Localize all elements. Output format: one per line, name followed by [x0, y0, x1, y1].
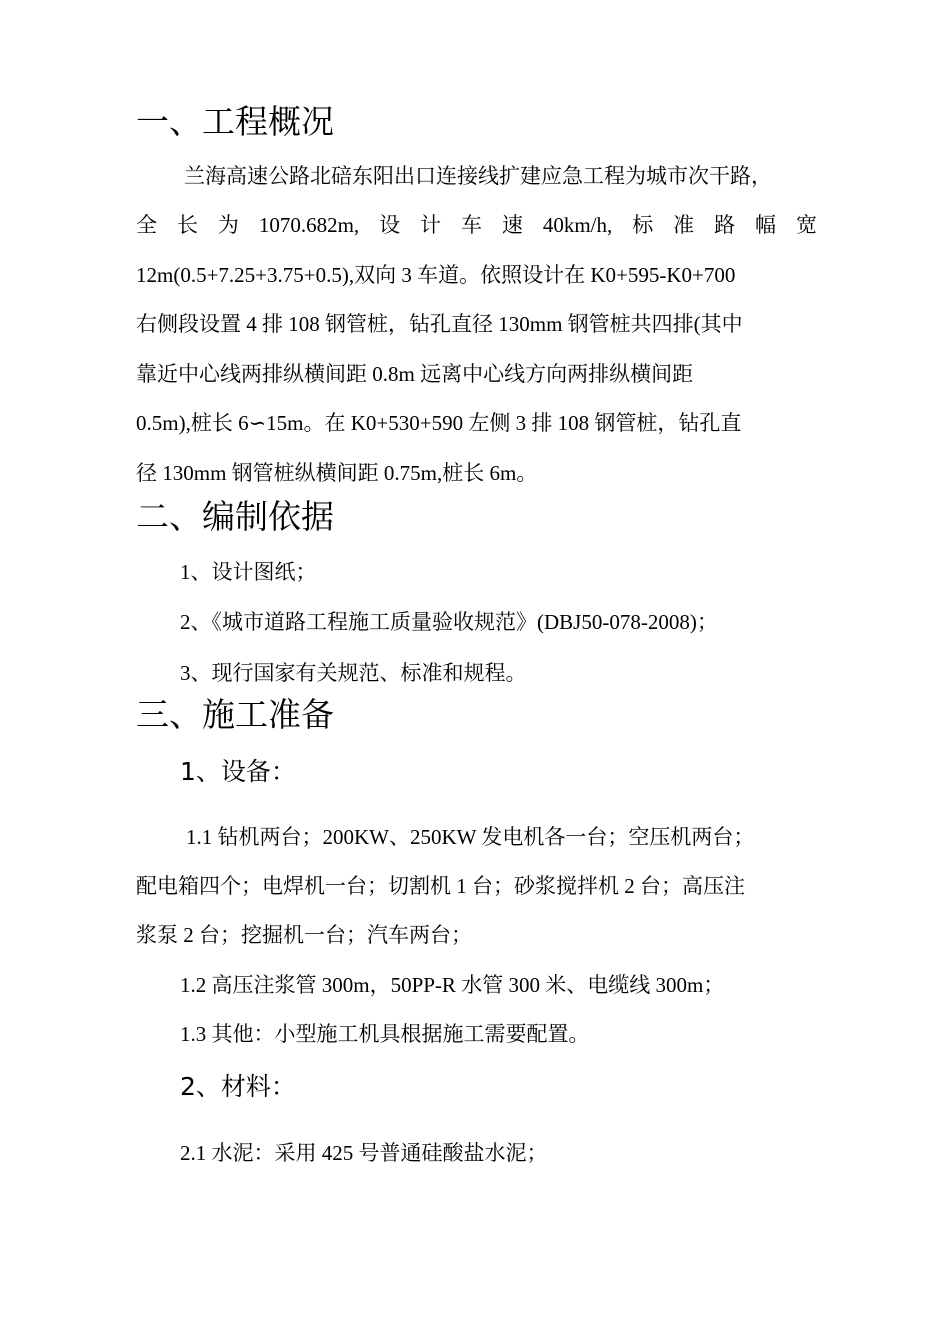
spread-word: 计: [420, 213, 442, 237]
spread-word: 1070.682m,: [258, 213, 360, 237]
paragraph-line: 径 130mm 钢管桩纵横间距 0.75m,桩长 6m。: [136, 461, 538, 485]
spread-word: 标: [632, 213, 654, 237]
spread-word: 长: [176, 213, 198, 237]
spread-word: 全: [136, 213, 157, 237]
paragraph-line: 右侧段设置 4 排 108 钢管桩，钻孔直径 130mm 钢管桩共四排(其中: [136, 312, 743, 336]
list-item: 2、《城市道路工程施工质量验收规范》(DBJ50-078-2008)；: [180, 610, 718, 634]
paragraph-line: 1.2 高压注浆管 300m，50PP-R 水管 300 米、电缆线 300m；: [180, 973, 725, 997]
spread-word: 车: [460, 213, 482, 237]
paragraph-line: 靠近中心线两排纵横间距 0.8m 远离中心线方向两排纵横间距: [136, 362, 694, 386]
paragraph-line: 2.1 水泥：采用 425 号普通硅酸盐水泥；: [180, 1141, 548, 1165]
subsection-heading-materials: 2、材料：: [180, 1072, 296, 1101]
spread-word: 准: [673, 213, 695, 237]
paragraph-line: 配电箱四个；电焊机一台；切割机 1 台；砂浆搅拌机 2 台；高压注: [136, 874, 745, 898]
spread-word: 为: [217, 213, 239, 237]
spread-word: 设: [379, 213, 401, 237]
section-heading-overview: 一、工程概况: [136, 102, 334, 141]
section-heading-preparation: 三、施工准备: [136, 695, 334, 734]
spread-word: 幅: [755, 213, 777, 237]
list-item: 3、现行国家有关规范、标准和规程。: [180, 661, 527, 685]
section-heading-basis: 二、编制依据: [136, 497, 334, 536]
paragraph-line: 1.3 其他：小型施工机具根据施工需要配置。: [180, 1022, 590, 1046]
paragraph-line: 浆泵 2 台；挖掘机一台；汽车两台；: [136, 923, 472, 947]
spread-word: 40km/h,: [542, 213, 613, 237]
subsection-heading-equipment: 1、设备：: [180, 757, 296, 786]
paragraph-line: 1.1 钻机两台；200KW、250KW 发电机各一台；空压机两台；: [186, 825, 755, 849]
spread-word: 宽: [795, 213, 817, 237]
paragraph-line: 12m(0.5+7.25+3.75+0.5),双向 3 车道。依照设计在 K0+595-K0+700: [136, 263, 736, 287]
paragraph-line: 0.5m),桩长 6∽15m。在 K0+530+590 左侧 3 排 108 钢管桩，钻孔直: [136, 411, 742, 435]
spread-word: 路: [714, 213, 736, 237]
paragraph-line: 兰海高速公路北碚东阳出口连接线扩建应急工程为城市次干路，: [184, 164, 772, 188]
list-item: 1、设计图纸；: [180, 560, 317, 584]
spread-word: 速: [501, 213, 523, 237]
paragraph-line-spread: [136, 210, 817, 240]
